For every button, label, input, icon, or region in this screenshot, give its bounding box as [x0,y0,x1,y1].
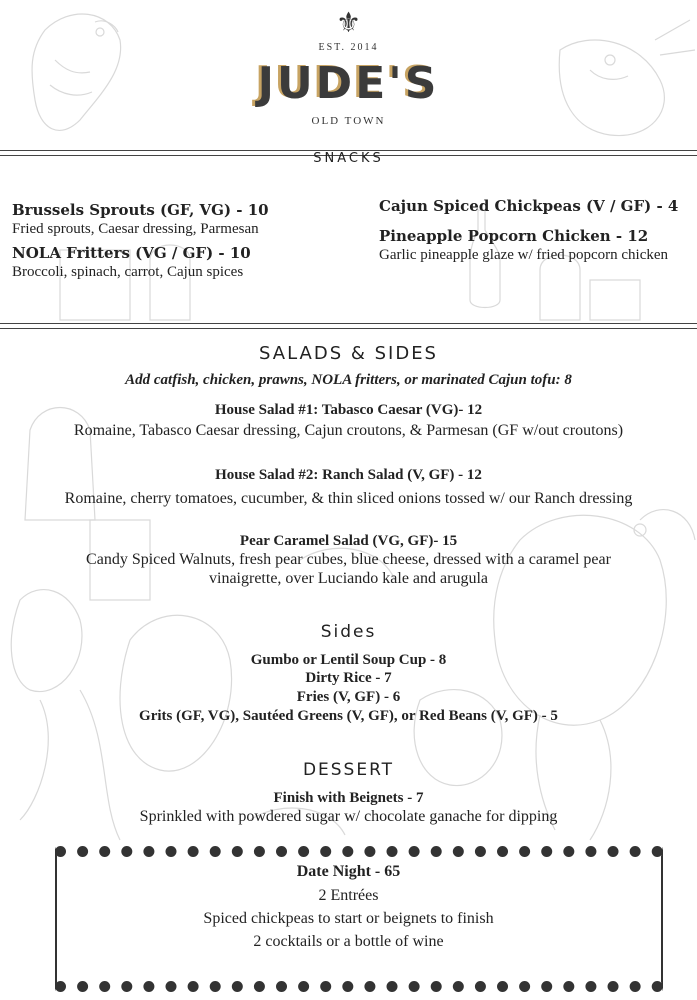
snacks-title: SNACKS [313,151,384,166]
salad-desc: Candy Spiced Walnuts, fresh pear cubes, blue cheese, dressed with a caramel pear vinaigrette, over Luciando kale and arugula [86,551,611,587]
side-item: Fries (V, GF) - 6 [296,689,401,705]
snack-name: Brussels Sprouts (GF, VG) - 10 [12,201,269,219]
snack-item [12,200,352,239]
dessert-name: Finish with Beignets - 7 [273,790,424,806]
salads-title: SALADS & SIDES [259,343,438,364]
salad-name: House Salad #1: Tabasco Caesar (VG)- 12 [214,402,483,418]
snacks-divider-bottom [0,328,697,329]
snack-item [379,226,689,265]
fleur-de-lis-icon: ⚜ [335,6,362,39]
restaurant-logo: JUDE'S [257,58,440,109]
dessert-desc: Sprinkled with powdered sugar w/ chocolate ganache for dipping [139,808,558,825]
snack-desc: Fried sprouts, Caesar dressing, Parmesan [12,221,259,237]
snack-name: NOLA Fritters (VG / GF) - 10 [12,244,251,262]
snacks-divider-top [0,323,697,324]
salad-name: Pear Caramel Salad (VG, GF)- 15 [239,533,458,549]
snack-desc: Broccoli, spinach, carrot, Cajun spices [12,264,244,280]
location-subtitle: OLD TOWN [311,115,386,127]
date-night-line: 2 Entrées [318,887,379,904]
snack-desc: Garlic pineapple glaze w/ fried popcorn chicken [379,247,669,263]
salad-name: House Salad #2: Ranch Salad (V, GF) - 12 [215,467,482,483]
snack-name: Pineapple Popcorn Chicken - 12 [379,227,649,245]
salad-desc: Romaine, cherry tomatoes, cucumber, & thin sliced onions tossed w/ our Ranch dressing [64,490,633,507]
side-item: Gumbo or Lentil Soup Cup - 8 [250,652,447,668]
add-protein-note: Add catfish, chicken, prawns, NOLA fritters, or marinated Cajun tofu: 8 [125,372,572,388]
side-item: Dirty Rice - 7 [305,670,392,686]
snack-item [379,196,689,216]
sides-title: Sides [320,622,377,642]
snack-item [12,243,352,282]
dessert-title: DESSERT [302,760,395,780]
snack-name: Cajun Spiced Chickpeas (V / GF) - 4 [379,197,679,215]
date-night-line: 2 cocktails or a bottle of wine [253,933,444,950]
side-item: Grits (GF, VG), Sautéed Greens (V, GF), or Red Beans (V, GF) - 5 [139,708,558,724]
date-night-line: Spiced chickpeas to start or beignets to finish [203,910,494,927]
established-label: EST. 2014 [318,42,379,53]
date-night-title: Date Night - 65 [296,863,401,880]
salad-desc: Romaine, Tabasco Caesar dressing, Cajun croutons, & Parmesan (GF w/out croutons) [73,422,624,439]
